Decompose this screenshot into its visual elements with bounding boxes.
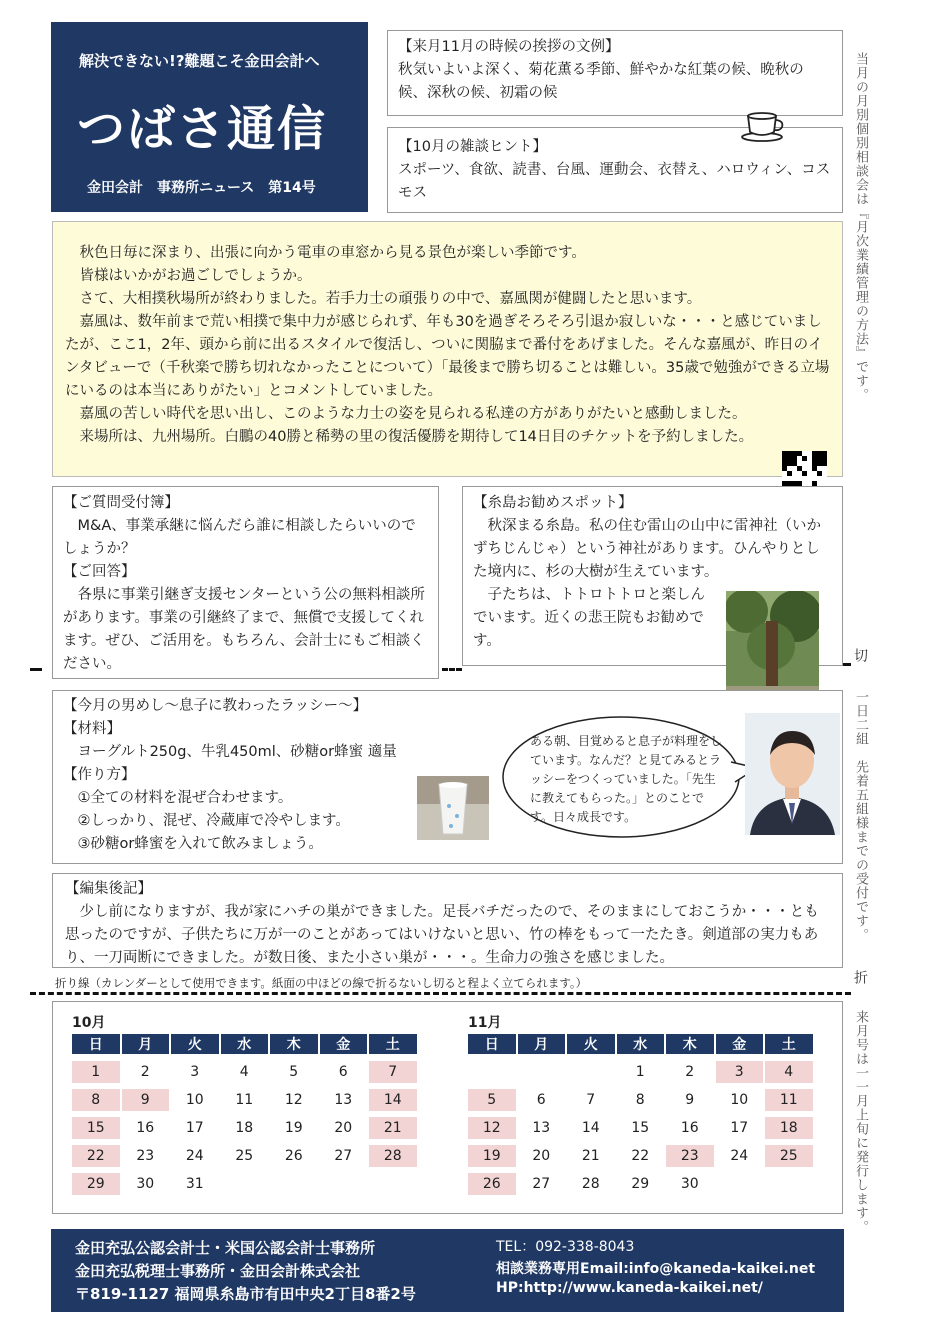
calendar-day: 31 (185, 1176, 204, 1192)
calendar-day: 13 (334, 1092, 353, 1108)
side-note-cut: 切 (852, 648, 868, 663)
weekday-header: 日 (72, 1034, 120, 1054)
calendar-day: 2 (685, 1064, 695, 1080)
calendar-empty (467, 1061, 517, 1083)
footer-address: 〒819-1127 福岡県糸島市有田中央2丁目8番2号 (75, 1285, 416, 1303)
footer-office-1: 金田充弘公認会計士・米国公認会計士事務所 (75, 1239, 376, 1257)
footer-office-2: 金田充弘税理士事務所・金田会計株式会社 (75, 1262, 361, 1280)
calendar-day: 4 (239, 1064, 249, 1080)
calendar-day: 2 (140, 1064, 150, 1080)
calendar-day: 28 (369, 1145, 417, 1167)
calendar-empty (269, 1173, 319, 1195)
calendar-day: 19 (468, 1145, 516, 1167)
weekday-header: 木 (270, 1034, 318, 1054)
recipe-heading: 【今月の男めし～息子に教わったラッシー～】 (63, 698, 368, 714)
calendar-day: 15 (72, 1117, 120, 1139)
calendar-empty (764, 1173, 814, 1195)
header-block (51, 22, 368, 212)
calendar-day: 7 (586, 1092, 596, 1108)
calendar-day: 28 (581, 1176, 600, 1192)
intro-line: 嘉風は、数年前まで荒い相撲で集中力が感じられず、年も30を過ぎそろそろ引退か寂しいな・・・と感じていましたが、ここ1，2年、頭から前に出るスタイルで復活し、ついに関脇まで番付をあげました。そんな嘉風が、昨日のインタビューで（千秋楽で勝ち切れなかったことについて）「最後まで勝ち切ることは難しい。35歳で勉強ができる立場にいるのは本当にありがたい」とコメントしていました。 (65, 314, 830, 399)
side-note-top: 当月の月別個別相談会は『月次業績管理の方法』です。 (853, 52, 868, 402)
recipe-step: ①全ての材料を混ぜ合わせます。 (63, 790, 293, 806)
calendar-day: 21 (581, 1148, 600, 1164)
intro-box (52, 221, 843, 477)
weekday-header: 木 (666, 1034, 714, 1054)
page-title: つばさ通信 (77, 101, 328, 157)
weekday-header: 日 (468, 1034, 516, 1054)
calendar-day: 19 (284, 1120, 303, 1136)
calendar-empty (715, 1173, 765, 1195)
cut-line (442, 668, 462, 671)
side-note-middle: 一日二組 先着五組様までの受付です。 (853, 690, 868, 942)
weekday-header: 月 (518, 1034, 566, 1054)
qa-answer-body: 各県に事業引継ぎ支援センターという公の無料相談所があります。事業の引継終了まで、無償で支援してくれます。ぜひ、ご活用を。もちろん、会計士にもご相談ください。 (63, 587, 425, 672)
qa-box (52, 486, 439, 679)
calendar-day: 14 (369, 1089, 417, 1111)
calendar-day: 12 (284, 1092, 303, 1108)
footer-homepage-link[interactable]: HP:http://www.kaneda-kaikei.net/ (496, 1280, 763, 1296)
calendar-day: 16 (136, 1120, 155, 1136)
recipe-step: ②しっかり、混ぜ、冷蔵庫で冷やします。 (63, 813, 350, 829)
lassi-photo (417, 776, 489, 840)
weekday-header: 火 (567, 1034, 615, 1054)
calendar-day: 15 (631, 1120, 650, 1136)
greeting-body: 秋気いよいよ深く、菊花薫る季節、鮮やかな紅葉の候、晩秋の候、深秋の候、初霜の候 (398, 62, 804, 101)
calendar-day: 11 (235, 1092, 254, 1108)
calendar-day: 8 (635, 1092, 645, 1108)
fold-line (30, 992, 851, 995)
calendar-day: 1 (72, 1061, 120, 1083)
coffee-cup-icon (738, 104, 788, 144)
spot-body-1: 秋深まる糸島。私の住む雷山の山中に雷神社（いかずちじんじゃ）という神社があります。ひんやりとした境内に、杉の大樹が生えています。 (473, 518, 821, 580)
calendar-day: 9 (122, 1089, 170, 1111)
calendar-day: 18 (235, 1120, 254, 1136)
recipe-step: ③砂糖or蜂蜜を入れて飲みましょう。 (63, 836, 323, 852)
calendar-day: 12 (468, 1117, 516, 1139)
calendar-day: 25 (765, 1145, 813, 1167)
calendar-day: 23 (666, 1145, 714, 1167)
recipe-ingredients-heading: 【材料】 (63, 721, 121, 737)
smalltalk-body: スポーツ、食欲、読書、台風、運動会、衣替え、ハロウィン、コスモス (398, 162, 831, 201)
weekday-header: 土 (765, 1034, 813, 1054)
qa-question-heading: 【ご質問受付簿】 (63, 495, 179, 511)
weekday-header: 月 (122, 1034, 170, 1054)
fold-note: 折り線（カレンダーとして使用できます。紙面の中ほどの線で折るないし切ると程よく立てられます。） (55, 976, 588, 990)
footer-email[interactable]: 相談業務専用Email:info@kaneda-kaikei.net (496, 1261, 816, 1277)
calendar-day: 22 (631, 1148, 650, 1164)
footer (51, 1229, 844, 1312)
weekday-header: 金 (320, 1034, 368, 1054)
calendar-day: 10 (185, 1092, 204, 1108)
calendar-day: 30 (136, 1176, 155, 1192)
weekday-header: 水 (617, 1034, 665, 1054)
intro-line: 秋色日毎に深まり、出張に向かう電車の車窓から見る景色が楽しい季節です。 (65, 245, 586, 261)
side-note-bottom: 来月号は一一月上旬に発行します。 (853, 1010, 868, 1234)
calendar-day: 17 (730, 1120, 749, 1136)
calendar-day: 27 (532, 1176, 551, 1192)
recipe-steps-heading: 【作り方】 (63, 767, 136, 783)
october-label: 10月 (72, 1015, 106, 1031)
calendar-day: 21 (369, 1117, 417, 1139)
calendar-day: 6 (338, 1064, 348, 1080)
qa-question-body: M&A、事業承継に悩んだら誰に相談したらいいのでしょうか？ (63, 518, 416, 557)
calendar-day: 27 (334, 1148, 353, 1164)
calendar-empty (220, 1173, 270, 1195)
avatar (745, 713, 840, 835)
spot-body-2: 子たちは、トトロトトロと楽しんでいます。近くの悲王院もお勧めです。 (473, 587, 705, 649)
qa-answer-heading: 【ご回答】 (63, 564, 136, 580)
spot-heading: 【糸島お勧めスポット】 (473, 495, 633, 511)
calendar-day: 24 (185, 1148, 204, 1164)
calendar-day: 16 (680, 1120, 699, 1136)
calendar-day: 13 (532, 1120, 551, 1136)
smalltalk-heading: 【10月の雑談ヒント】 (398, 139, 547, 155)
intro-line: 来場所は、九州場所。白鵬の40勝と稀勢の里の復活優勝を期待して14日目のチケットを予約しました。 (65, 429, 754, 445)
calendar-day: 20 (334, 1120, 353, 1136)
calendar-day: 3 (190, 1064, 200, 1080)
calendar-day: 30 (680, 1176, 699, 1192)
calendar-day: 26 (468, 1173, 516, 1195)
weekday-header: 土 (369, 1034, 417, 1054)
side-note-fold: 折 (852, 970, 868, 985)
intro-line: 嘉風の苦しい時代を思い出し、このような力士の姿を見られる私達の方がありがたいと感動しました。 (65, 406, 747, 422)
footer-tel[interactable]: TEL：092-338-8043 (496, 1239, 635, 1255)
calendar-empty (368, 1173, 418, 1195)
calendar-day: 9 (685, 1092, 695, 1108)
header-tagline: 解決できない!?難題こそ金田会計へ (79, 52, 320, 70)
calendar-day: 29 (631, 1176, 650, 1192)
calendar-day: 14 (581, 1120, 600, 1136)
calendar-day: 5 (289, 1064, 299, 1080)
calendar-day: 6 (536, 1092, 546, 1108)
calendar-empty (566, 1061, 616, 1083)
calendar-day: 29 (72, 1173, 120, 1195)
header-subtitle: 金田会計 事務所ニュース 第14号 (87, 180, 316, 196)
calendar-day: 26 (284, 1148, 303, 1164)
cut-line (30, 668, 42, 671)
calendar-day: 5 (468, 1089, 516, 1111)
calendar-day: 17 (185, 1120, 204, 1136)
weekday-header: 水 (221, 1034, 269, 1054)
calendar-day: 1 (635, 1064, 645, 1080)
postscript-box (52, 873, 843, 968)
calendar-day: 22 (72, 1145, 120, 1167)
calendar-day: 24 (730, 1148, 749, 1164)
november-label: 11月 (468, 1015, 502, 1031)
speech-bubble-text: ある朝、目覚めると息子が料理をしています。なんだ？と見てみるとラッシーをつくっていました。「先生に教えてもらった。」とのことです。日々成長です。 (530, 734, 723, 824)
calendar-day: 4 (765, 1061, 813, 1083)
october-calendar (71, 1030, 418, 1198)
calendar-day: 8 (72, 1089, 120, 1111)
calendar-day: 20 (532, 1148, 551, 1164)
postscript-heading: 【編集後記】 (65, 881, 152, 897)
intro-line: 皆様はいかがお過ごしでしょうか。 (65, 268, 312, 284)
recipe-ingredients: ヨーグルト250g、牛乳450ml、砂糖or蜂蜜 適量 (63, 744, 397, 760)
calendar-day: 10 (730, 1092, 749, 1108)
postscript-body: 少し前になりますが、我が家にハチの巣ができました。足長バチだったので、そのままにしておこうか・・・とも思ったのですが、子供たちに万が一のことがあってはいけないと思い、竹の棒をもって一たたき。剣道部の実力もあり、一刀両断にできました。が数日後、また小さい巣が・・・。生命力の強さを感じました。 (65, 904, 819, 966)
calendar-day: 23 (136, 1148, 155, 1164)
weekday-header: 金 (716, 1034, 764, 1054)
calendar-day: 18 (765, 1117, 813, 1139)
cut-line (843, 663, 851, 666)
calendar-day: 3 (716, 1061, 764, 1083)
calendar-empty (517, 1061, 567, 1083)
calendar-day: 7 (369, 1061, 417, 1083)
weekday-header: 火 (171, 1034, 219, 1054)
calendar-empty (319, 1173, 369, 1195)
intro-line: さて、大相撲秋場所が終わりました。若手力士の頑張りの中で、嘉風関が健闘したと思います。 (65, 291, 702, 307)
november-calendar (467, 1030, 814, 1198)
calendar-day: 25 (235, 1148, 254, 1164)
calendar-day: 11 (765, 1089, 813, 1111)
greeting-heading: 【来月11月の時候の挨拶の文例】 (398, 39, 620, 55)
